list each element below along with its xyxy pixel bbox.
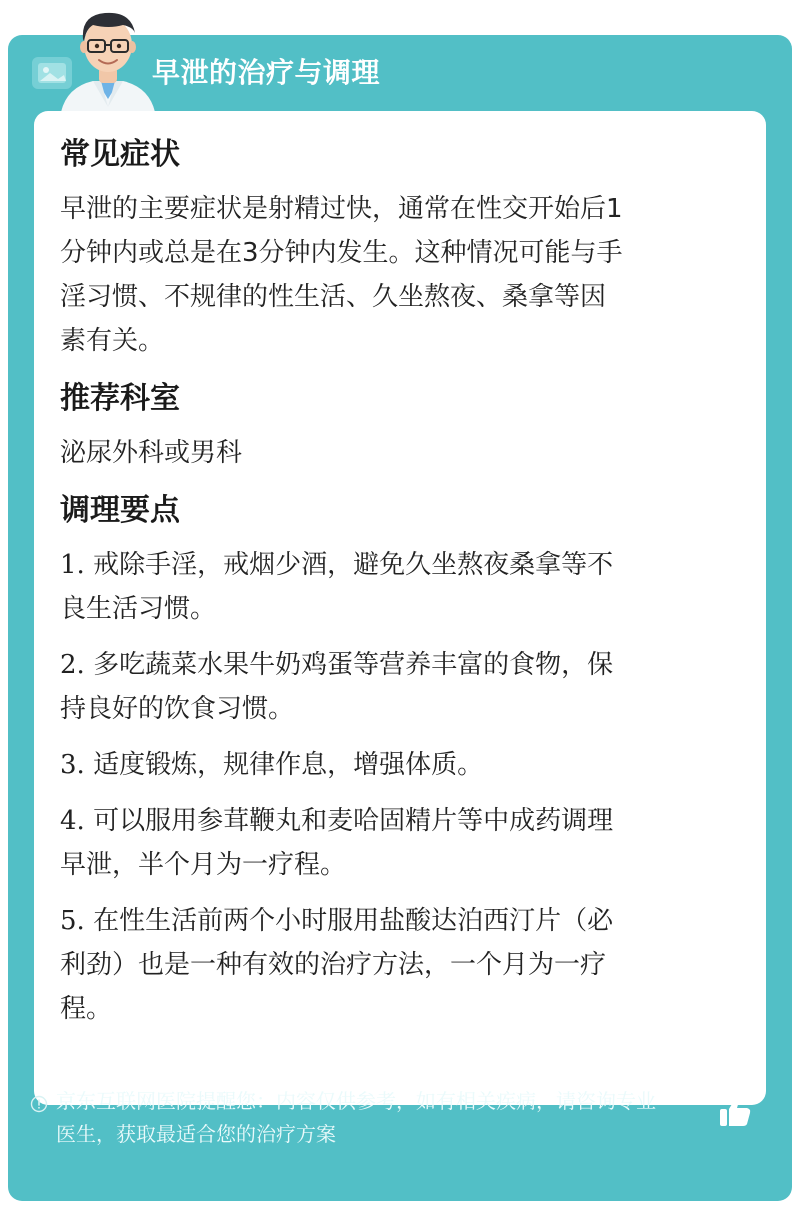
text-line: 早泄，半个月为一疗程。 [60, 850, 347, 880]
item-text: 适度锻炼，规律作息，增强体质。 [93, 750, 484, 780]
text-line [60, 643, 740, 687]
item-text: 戒除手淫，戒烟少酒，避免久坐熬夜桑拿等不 [93, 550, 614, 580]
content-panel [8, 35, 792, 1201]
item-number: 3. [60, 750, 85, 780]
care-item [60, 543, 740, 631]
item-text: 在性生活前两个小时服用盐酸达泊西汀片（必 [93, 906, 614, 936]
care-item [60, 899, 740, 1031]
text-line: 程。 [60, 994, 113, 1024]
text-line: 淫习惯、不规律的性生活、久坐熬夜、桑拿等因 [60, 282, 607, 312]
text-line: 早泄的主要症状是射精过快，通常在性交开始后1 [60, 194, 623, 224]
text-line: 良生活习惯。 [60, 594, 217, 624]
text-line: 利劲）也是一种有效的治疗方法，一个月为一疗 [60, 950, 607, 980]
text-line: 医生，获取最适合您的治疗方案 [56, 1122, 336, 1146]
header-band [8, 35, 792, 110]
item-number: 5. [60, 906, 85, 936]
info-circle-icon [30, 1095, 48, 1113]
text-line [60, 899, 740, 943]
page-title: 早泄的治疗与调理 [152, 56, 381, 89]
thumbs-up-icon[interactable] [717, 1094, 753, 1130]
care-item [60, 799, 740, 887]
text-line: 持良好的饮食习惯。 [60, 694, 295, 724]
care-item [60, 643, 740, 731]
item-number: 4. [60, 806, 85, 836]
text-line [60, 743, 740, 787]
item-text: 多吃蔬菜水果牛奶鸡蛋等营养丰富的食物，保 [93, 650, 614, 680]
doctor-avatar [53, 7, 163, 112]
symptoms-heading: 常见症状 [60, 137, 180, 172]
item-number: 2. [60, 650, 85, 680]
disclaimer-footer [30, 1085, 750, 1151]
text-line: 京东互联网医院提醒您：内容仅供参考，如有相关疾病，请咨询专业 [56, 1089, 656, 1113]
content-card [34, 111, 766, 1105]
department-heading: 推荐科室 [60, 381, 180, 416]
department-text: 泌尿外科或男科 [60, 438, 243, 468]
care-item [60, 743, 740, 787]
text-line: 素有关。 [60, 326, 165, 356]
item-number: 1. [60, 550, 85, 580]
care-heading: 调理要点 [60, 493, 180, 528]
text-line [60, 799, 740, 843]
item-text: 可以服用参茸鞭丸和麦哈固精片等中成药调理 [93, 806, 614, 836]
text-line: 分钟内或总是在3分钟内发生。这种情况可能与手 [60, 238, 623, 268]
disclaimer-text [56, 1085, 722, 1151]
text-line [60, 543, 740, 587]
symptoms-text [60, 187, 740, 363]
